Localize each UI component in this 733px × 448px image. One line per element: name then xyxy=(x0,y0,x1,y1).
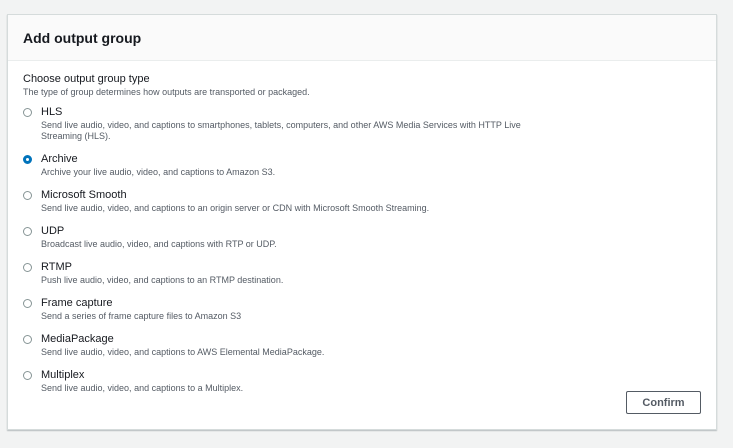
radio-option-hls[interactable] xyxy=(23,106,701,142)
option-label-microsoft-smooth: Microsoft Smooth xyxy=(41,189,127,201)
option-label-rtmp: RTMP xyxy=(41,261,72,273)
radio-button-multiplex[interactable] xyxy=(23,371,32,380)
radio-option-mediapackage[interactable] xyxy=(23,333,701,358)
output-group-type-label: Choose output group type xyxy=(23,73,150,85)
output-group-type-description: The type of group determines how outputs are transported or packaged. xyxy=(23,87,310,97)
radio-button-mediapackage[interactable] xyxy=(23,335,32,344)
radio-button-udp[interactable] xyxy=(23,227,32,236)
option-label-archive: Archive xyxy=(41,153,78,165)
radio-option-multiplex[interactable] xyxy=(23,369,701,394)
option-description-multiplex: Send live audio, video, and captions to a Multiplex. xyxy=(41,383,244,393)
option-label-udp: UDP xyxy=(41,225,65,237)
option-label-hls: HLS xyxy=(41,106,63,118)
option-label-multiplex: Multiplex xyxy=(41,369,85,381)
option-description-archive: Archive your live audio, video, and captions to Amazon S3. xyxy=(41,167,276,177)
option-description-hls: Send live audio, video, and captions to smartphones, tablets, computers, and other AWS Media Services with HTTP Live Streaming (HLS). xyxy=(41,120,521,141)
radio-option-archive[interactable] xyxy=(23,153,701,178)
option-label-mediapackage: MediaPackage xyxy=(41,333,114,345)
option-label-frame-capture: Frame capture xyxy=(41,297,113,309)
panel-title: Add output group xyxy=(23,30,142,46)
radio-button-archive[interactable] xyxy=(23,155,32,164)
option-description-microsoft-smooth: Send live audio, video, and captions to an origin server or CDN with Microsoft Smooth Streaming. xyxy=(41,203,430,213)
output-group-type-radio-group xyxy=(23,106,701,394)
radio-button-rtmp[interactable] xyxy=(23,263,32,272)
radio-button-hls[interactable] xyxy=(23,108,32,117)
radio-button-microsoft-smooth[interactable] xyxy=(23,191,32,200)
add-output-group-panel xyxy=(7,14,717,430)
panel-header xyxy=(8,15,716,61)
option-description-udp: Broadcast live audio, video, and captions with RTP or UDP. xyxy=(41,239,277,249)
radio-option-rtmp[interactable] xyxy=(23,261,701,286)
option-description-rtmp: Push live audio, video, and captions to an RTMP destination. xyxy=(41,275,284,285)
option-description-frame-capture: Send a series of frame capture files to Amazon S3 xyxy=(41,311,242,321)
radio-option-frame-capture[interactable] xyxy=(23,297,701,322)
radio-option-microsoft-smooth[interactable] xyxy=(23,189,701,214)
panel-body xyxy=(8,61,716,394)
confirm-button[interactable]: Confirm xyxy=(626,391,701,414)
option-description-mediapackage: Send live audio, video, and captions to AWS Elemental MediaPackage. xyxy=(41,347,325,357)
radio-button-frame-capture[interactable] xyxy=(23,299,32,308)
radio-option-udp[interactable] xyxy=(23,225,701,250)
